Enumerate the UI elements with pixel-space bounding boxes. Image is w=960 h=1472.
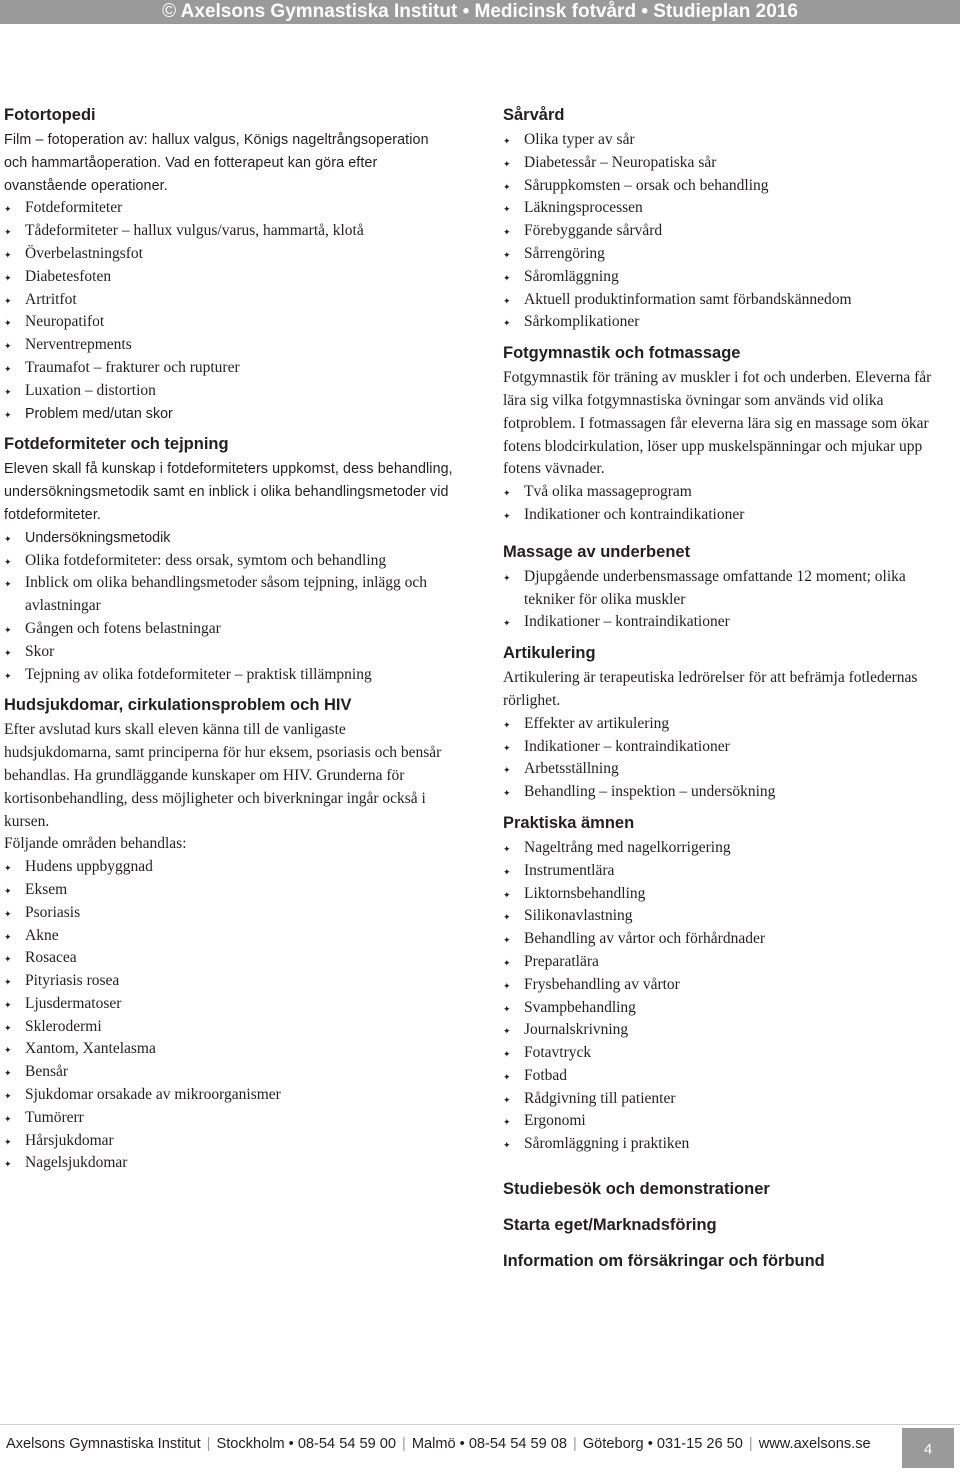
right-column — [503, 98, 953, 1275]
bullet-icon: ✦ — [503, 181, 511, 192]
bullet-icon: ✦ — [4, 227, 12, 238]
bullet-icon: ✦ — [4, 977, 12, 988]
bullet-icon: ✦ — [4, 624, 12, 635]
bullet-icon: ✦ — [503, 742, 511, 753]
footer-institute: Axelsons Gymnastiska Institut — [6, 1436, 201, 1452]
bullet-icon: ✦ — [503, 1003, 511, 1014]
bullet-icon: ✦ — [4, 1159, 12, 1170]
section-heading-starta: Starta eget/Marknadsföring — [503, 1216, 717, 1235]
list-item: ✦ Indikationer – kontraindikationer — [503, 611, 953, 634]
tejpning-list — [4, 527, 454, 687]
footer-website: www.axelsons.se — [758, 1436, 871, 1452]
artikulering-text: Artikulering är terapeutiska ledrörelser för att befrämja fotledernas rörlighet. — [503, 669, 918, 709]
list-item: ✦ Gången och fotens belastningar — [4, 618, 454, 641]
section-heading-tejpning: Fotdeformiteter och tejpning — [4, 435, 229, 454]
list-item: ✦ Fotbad — [503, 1065, 953, 1088]
bullet-icon: ✦ — [503, 488, 511, 499]
bullet-icon: ✦ — [503, 318, 511, 329]
section-heading-information: Information om försäkringar och förbund — [503, 1252, 825, 1271]
list-item: ✦ Tumörerr — [4, 1107, 454, 1130]
bullet-icon: ✦ — [4, 533, 12, 544]
bullet-icon: ✦ — [503, 158, 511, 169]
list-item: ✦ Behandling – inspektion – undersökning — [503, 781, 953, 804]
bullet-icon: ✦ — [503, 295, 511, 306]
list-item: ✦ Arbetsställning — [503, 758, 953, 781]
list-item: ✦ Tejpning av olika fotdeformiteter – praktisk tillämpning — [4, 664, 454, 687]
list-item: ✦ Överbelastningsfot — [4, 243, 454, 266]
page-footer — [6, 1431, 871, 1457]
list-item: ✦ Sklerodermi — [4, 1016, 454, 1039]
list-item: ✦ Luxation – distortion — [4, 380, 454, 403]
list-item: ✦ Nageltrång med nagelkorrigering — [503, 837, 953, 860]
bullet-icon: ✦ — [4, 647, 12, 658]
list-item: ✦ Skor — [4, 641, 454, 664]
hud-text: Efter avslutad kurs skall eleven känna till de vanligaste hudsjukdomarna, samt principerna för hur eksem, psoriasis och bensår behandlas. Ha grundläggande kunskaper om HIV. Grunderna för kortisonbehandling, dess möjligheter och biverkningar ingår också i kursen. — [4, 721, 442, 830]
bullet-icon: ✦ — [503, 935, 511, 946]
bullet-icon: ✦ — [4, 409, 12, 420]
footer-separator: | — [573, 1436, 577, 1452]
list-item: ✦ Silikonavlastning — [503, 905, 953, 928]
list-item: ✦ Behandling av vårtor och förhårdnader — [503, 928, 953, 951]
bullet-icon: ✦ — [4, 1091, 12, 1102]
footer-stockholm: Stockholm • 08-54 54 59 00 — [216, 1436, 397, 1452]
footer-separator: | — [402, 1436, 406, 1452]
bullet-icon: ✦ — [4, 1068, 12, 1079]
bullet-icon: ✦ — [503, 1071, 511, 1082]
bullet-icon: ✦ — [503, 227, 511, 238]
bullet-icon: ✦ — [503, 249, 511, 260]
bullet-icon: ✦ — [4, 908, 12, 919]
bullet-icon: ✦ — [4, 931, 12, 942]
bullet-icon: ✦ — [4, 556, 12, 567]
list-item: ✦ Inblick om olika behandlingsmetoder såsom tejpning, inlägg och avlastningar — [4, 574, 428, 615]
list-item: ✦ Indikationer – kontraindikationer — [503, 736, 953, 759]
bullet-icon: ✦ — [4, 272, 12, 283]
bullet-icon: ✦ — [503, 1140, 511, 1151]
bullet-icon: ✦ — [503, 866, 511, 877]
list-item: ✦ Eksem — [4, 879, 454, 902]
list-item: ✦ Sårkomplikationer — [503, 311, 953, 334]
bullet-icon: ✦ — [503, 912, 511, 923]
list-item: ✦ Hudens uppbyggnad — [4, 856, 454, 879]
fotgymnastik-text: Fotgymnastik för träning av muskler i fot och underben. Eleverna får lära sig vilka fotgymnastiska övningar som används vid olika fotproblem. I fotmassagen får eleverna lära sig en massage som ökar fotens blodcirkulation, löser upp muskelspänningar och mjukar upp fotens vävnader. — [503, 369, 932, 478]
list-item: ✦ Indikationer och kontraindikationer — [503, 504, 953, 527]
tejpning-text: Eleven skall få kunskap i fotdeformiteters uppkomst, dess behandling, undersökningsmetodik samt en inblick i olika behandlingsmetoder vid fotdeformiteter. — [4, 461, 453, 523]
list-item: ✦ Traumafot – frakturer och rupturer — [4, 357, 454, 380]
header-title: Axelsons Gymnastiska Institut • Medicinsk fotvård • Studieplan 2016 — [180, 1, 798, 22]
sarvard-list — [503, 129, 953, 334]
bullet-icon: ✦ — [4, 885, 12, 896]
list-item: ✦ Nerventrepments — [4, 334, 454, 357]
bullet-icon: ✦ — [4, 1136, 12, 1147]
bullet-icon: ✦ — [503, 788, 511, 799]
bullet-icon: ✦ — [503, 843, 511, 854]
bullet-icon: ✦ — [503, 889, 511, 900]
footer-separator: | — [206, 1436, 211, 1452]
bullet-icon: ✦ — [4, 670, 12, 681]
bullet-icon: ✦ — [4, 1045, 12, 1056]
bullet-icon: ✦ — [4, 954, 12, 965]
bullet-icon: ✦ — [4, 341, 12, 352]
bullet-icon: ✦ — [503, 1094, 511, 1105]
bullet-icon: ✦ — [503, 510, 511, 521]
list-item: ✦ Såromläggning i praktiken — [503, 1133, 953, 1156]
list-item: ✦ Liktornsbehandling — [503, 883, 953, 906]
list-item: ✦ Pityriasis rosea — [4, 970, 454, 993]
list-item: ✦ Sårrengöring — [503, 243, 953, 266]
list-item: ✦ Frysbehandling av vårtor — [503, 974, 953, 997]
page-number: 4 — [902, 1428, 954, 1468]
bullet-icon: ✦ — [4, 204, 12, 215]
list-item: ✦ Rosacea — [4, 947, 454, 970]
bullet-icon: ✦ — [503, 1026, 511, 1037]
list-item: ✦ Tådeformiteter – hallux vulgus/varus, hammartå, klotå — [4, 220, 454, 243]
list-item: ✦ Fotavtryck — [503, 1042, 953, 1065]
bullet-icon: ✦ — [4, 318, 12, 329]
list-item: ✦ Effekter av artikulering — [503, 713, 953, 736]
list-item: ✦ Olika typer av sår — [503, 129, 953, 152]
bullet-icon: ✦ — [4, 579, 12, 590]
bullet-icon: ✦ — [503, 1049, 511, 1060]
hud-text-intro: Följande områden behandlas: — [4, 835, 187, 853]
bullet-icon: ✦ — [4, 1113, 12, 1124]
bullet-icon: ✦ — [503, 765, 511, 776]
section-heading-artikulering: Artikulering — [503, 644, 596, 663]
bullet-icon: ✦ — [503, 618, 511, 629]
list-item: ✦ Sjukdomar orsakade av mikroorganismer — [4, 1084, 454, 1107]
list-item: ✦ Läkningsprocessen — [503, 197, 953, 220]
bullet-icon: ✦ — [4, 999, 12, 1010]
bullet-icon: ✦ — [4, 295, 12, 306]
list-item: ✦ Fotdeformiteter — [4, 197, 454, 220]
praktiska-list — [503, 837, 953, 1156]
list-item: ✦ Undersökningsmetodik — [4, 527, 454, 550]
list-item: ✦ Rådgivning till patienter — [503, 1088, 953, 1111]
section-heading-praktiska: Praktiska ämnen — [503, 813, 635, 832]
fotgymnastik-list — [503, 481, 953, 527]
footer-separator: | — [748, 1436, 753, 1452]
footer-goteborg: Göteborg • 031-15 26 50 — [582, 1436, 743, 1452]
copyright-symbol: © — [162, 1, 177, 22]
bullet-icon: ✦ — [503, 204, 511, 215]
bullet-icon: ✦ — [4, 363, 12, 374]
footer-malmo: Malmö • 08-54 54 59 08 — [411, 1436, 568, 1452]
list-item: ✦ Nagelsjukdomar — [4, 1152, 454, 1175]
footer-divider — [0, 1424, 960, 1425]
list-item: ✦ Förebyggande sårvård — [503, 220, 953, 243]
bullet-icon: ✦ — [503, 136, 511, 146]
bullet-icon: ✦ — [4, 1022, 12, 1033]
section-heading-fotgymnastik: Fotgymnastik och fotmassage — [503, 344, 741, 363]
list-item: ✦ Instrumentlära — [503, 860, 953, 883]
list-item: ✦ Xantom, Xantelasma — [4, 1038, 454, 1061]
list-item: ✦ Journalskrivning — [503, 1019, 953, 1042]
list-item: ✦ Bensår — [4, 1061, 454, 1084]
bullet-icon: ✦ — [503, 572, 511, 583]
bullet-icon: ✦ — [4, 249, 12, 260]
list-item: ✦ Svampbehandling — [503, 997, 953, 1020]
list-item: ✦ Aktuell produktinformation samt förbandskännedom — [503, 289, 953, 312]
list-item: ✦ Preparatlära — [503, 951, 953, 974]
section-heading-studiebesok: Studiebesök och demonstrationer — [503, 1180, 770, 1199]
section-heading-fotortopedi: Fotortopedi — [4, 106, 96, 124]
bullet-icon: ✦ — [503, 719, 511, 730]
list-item: ✦ Neuropatifot — [4, 311, 454, 334]
fotortopedi-list — [4, 197, 454, 425]
bullet-icon: ✦ — [503, 1117, 511, 1128]
left-column — [4, 98, 454, 1175]
list-item: ✦ Hårsjukdomar — [4, 1130, 454, 1153]
bullet-icon: ✦ — [503, 957, 511, 968]
page-header — [0, 0, 960, 24]
bullet-icon: ✦ — [4, 386, 12, 397]
list-item: ✦ Diabetesfoten — [4, 266, 454, 289]
list-item: ✦ Såruppkomsten – orsak och behandling — [503, 175, 953, 198]
bullet-icon: ✦ — [4, 863, 12, 874]
list-item: ✦ Såromläggning — [503, 266, 953, 289]
list-item: ✦ Två olika massageprogram — [503, 481, 953, 504]
section-heading-sarvard: Sårvård — [503, 106, 565, 124]
list-item: ✦ Akne — [4, 925, 454, 948]
artikulering-list — [503, 713, 953, 804]
bullet-icon: ✦ — [503, 272, 511, 283]
massage-list — [503, 566, 953, 634]
bullet-icon: ✦ — [503, 980, 511, 991]
list-item: ✦ Djupgående underbensmassage omfattande 12 moment; olika tekniker för olika muskler — [503, 567, 906, 608]
list-item: ✦ Psoriasis — [4, 902, 454, 925]
section-heading-hud: Hudsjukdomar, cirkulationsproblem och HIV — [4, 696, 352, 715]
list-item: ✦ Artritfot — [4, 289, 454, 312]
fotortopedi-text: Film – fotoperation av: hallux valgus, Königs nageltrångsoperation och hammartåoperation. Vad en fotterapeut kan göra efter ovanstående operationer. — [4, 132, 429, 194]
hud-list — [4, 856, 454, 1175]
list-item: ✦ Ljusdermatoser — [4, 993, 454, 1016]
list-item: ✦ Problem med/utan skor — [4, 403, 454, 426]
list-item: ✦ Olika fotdeformiteter: dess orsak, symtom och behandling — [4, 550, 454, 573]
section-heading-massage: Massage av underbenet — [503, 542, 691, 561]
list-item: ✦ Ergonomi — [503, 1110, 953, 1133]
list-item: ✦ Diabetessår – Neuropatiska sår — [503, 152, 953, 175]
